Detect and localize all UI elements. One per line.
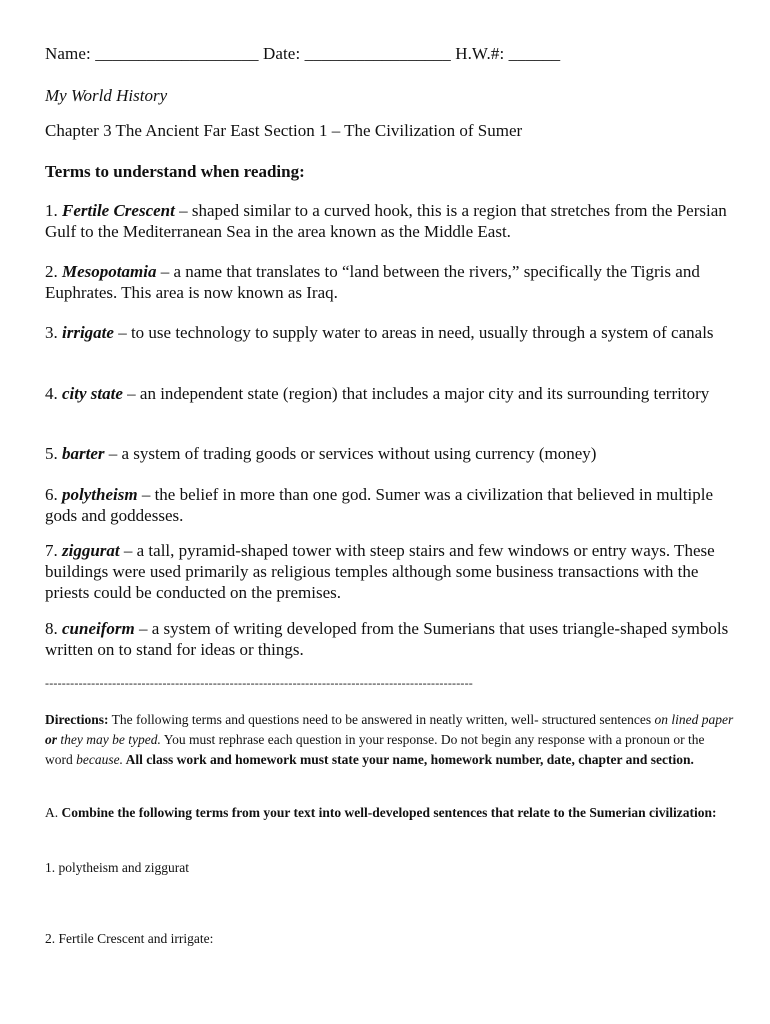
term-item-ziggurat (45, 540, 735, 603)
section-a-instructions (45, 803, 735, 823)
term-definition: – to use technology to supply water to areas in need, usually through a system of canals (113, 323, 714, 342)
course-title: My World History (45, 86, 168, 105)
term-definition: – a system of writing developed from the Sumerians that uses triangle-shaped symbols written on to stand for ideas or things. (45, 619, 729, 659)
term-number: 8. (45, 619, 62, 638)
directions-label: Directions: (45, 712, 109, 727)
term-definition: – an independent state (region) that includes a major city and its surrounding territory (122, 384, 710, 403)
chapter-title: Chapter 3 The Ancient Far East Section 1 – The Civilization of Sumer (45, 121, 523, 140)
section-a-letter: A. (45, 805, 59, 820)
term-number: 5. (45, 444, 62, 463)
name-label: Name: (45, 44, 91, 63)
term-definition: – shaped similar to a curved hook, this is a region that stretches from the Persian Gulf to the Mediterranean Sea in the area known as the Middle East. (45, 201, 727, 241)
directions-italic-lined-paper: on lined paper (654, 712, 734, 727)
hw-blank: ______ (508, 44, 561, 63)
terms-heading: Terms to understand when reading: (45, 162, 305, 181)
term-word: Fertile Crescent (62, 201, 175, 220)
term-number: 3. (45, 323, 62, 342)
question-1: 1. polytheism and ziggurat (45, 860, 189, 875)
directions-italic-because: because. (76, 752, 123, 767)
name-blank: ___________________ (95, 44, 259, 63)
term-number: 4. (45, 384, 62, 403)
directions-text-rephrase: You must rephrase each question in your response. Do not begin any response with a pronoun or the word (45, 732, 705, 767)
term-item-mesopotamia (45, 261, 735, 303)
directions-or: or (45, 732, 61, 747)
date-blank: _________________ (304, 44, 451, 63)
hw-label: H.W.#: (455, 44, 505, 63)
term-number: 1. (45, 201, 62, 220)
term-word: city state (62, 384, 123, 403)
directions-italic-typed: they may be typed. (60, 732, 161, 747)
term-definition: – a system of trading goods or services without using currency (money) (104, 444, 597, 463)
term-item-city-state (45, 383, 735, 404)
term-definition: – a tall, pyramid-shaped tower with steep stairs and few windows or entry ways. These buildings were used primarily as religious temples although some business transactions with the priests could be conducted on the premises. (45, 541, 715, 602)
term-item-irrigate (45, 322, 735, 343)
term-word: ziggurat (62, 541, 120, 560)
directions-text: The following terms and questions need to be answered in neatly written, well- structured sentences (108, 712, 655, 727)
term-word: cuneiform (62, 619, 135, 638)
term-word: irrigate (62, 323, 114, 342)
dashed-separator: ------------------------------------------------------------------------------------------------------ (45, 676, 474, 690)
header-line (45, 44, 560, 64)
term-definition: – the belief in more than one god. Sumer was a civilization that believed in multiple gods and goddesses. (45, 485, 714, 525)
term-word: barter (62, 444, 105, 463)
term-item-fertile-crescent (45, 200, 735, 242)
term-word: Mesopotamia (62, 262, 157, 281)
question-2: 2. Fertile Crescent and irrigate: (45, 931, 214, 946)
term-definition: – a name that translates to “land between the rivers,” specifically the Tigris and Euphrates. This area is now known as Iraq. (45, 262, 700, 302)
term-item-cuneiform (45, 618, 735, 660)
term-word: polytheism (62, 485, 138, 504)
directions-requirements: All class work and homework must state your name, homework number, date, chapter and section. (122, 752, 694, 767)
term-number: 6. (45, 485, 62, 504)
term-number: 2. (45, 262, 62, 281)
date-label: Date: (262, 44, 301, 63)
term-item-barter (45, 443, 735, 464)
section-a-text: Combine the following terms from your text into well-developed sentences that relate to the Sumerian civilization: (58, 805, 717, 820)
term-item-polytheism (45, 484, 735, 526)
term-number: 7. (45, 541, 62, 560)
directions-paragraph (45, 710, 735, 770)
